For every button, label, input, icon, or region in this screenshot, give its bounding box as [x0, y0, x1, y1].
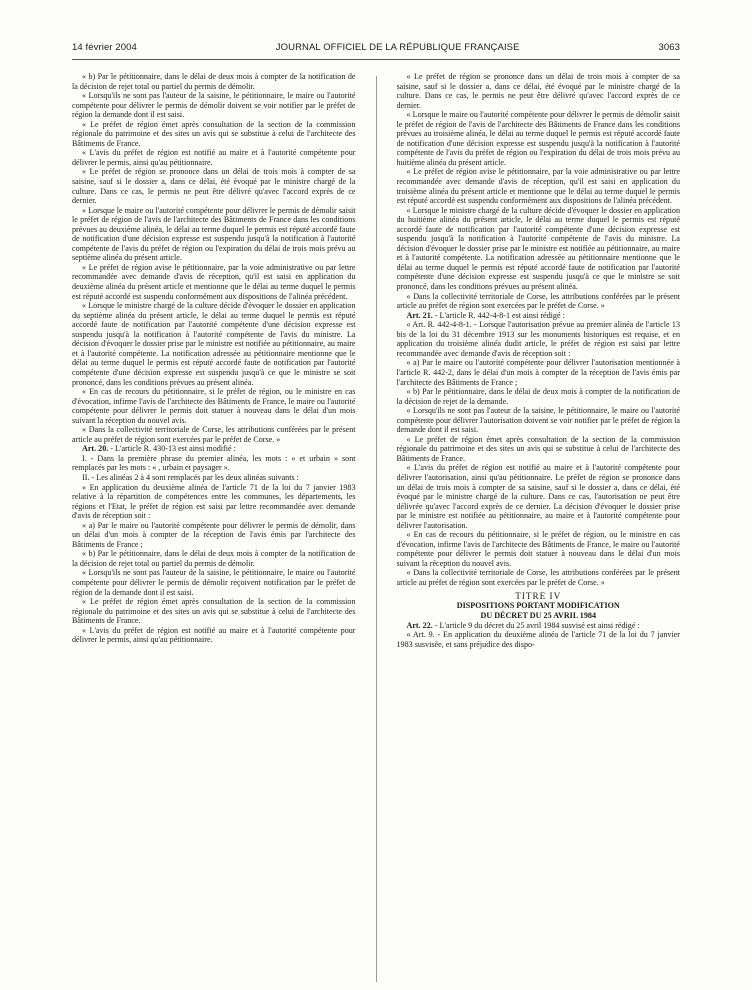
article-label: Art. 22. — [406, 620, 433, 630]
paragraph: « Dans la collectivité territoriale de Corse, les attributions conférées par le présent article au préfet de région sont exercées par le préfet de Corse. » — [72, 425, 356, 444]
titre-heading: TITRE IV — [515, 590, 562, 601]
paragraph: « L'avis du préfet de région est notifié au maire et à l'autorité compétente pour délivrer le permis, ainsi qu'au pétitionnaire. — [72, 148, 356, 167]
paragraph: « Le préfet de région émet après consultation de la section de la commission régionale du patrimoine et des sites un avis qui se substitue à celui de l'architecte des Bâtiments de France. — [396, 434, 680, 463]
titre-subheading-line-1: DISPOSITIONS PORTANT MODIFICATION — [456, 601, 620, 611]
paragraph: « L'avis du préfet de région est notifié au maire et à l'autorité compétente pour délivrer le permis, ainsi qu'au pétitionnaire. — [72, 625, 356, 645]
column-divider — [376, 76, 377, 982]
paragraph: « Lorsque le maire ou l'autorité compétente pour délivrer le permis de démolir saisit le préfet de région de l'avis de l'architecte des Bâtiments de France dans les conditions prévues au deuxième alinéa, le délai au terme duquel le permis est réputé accordé faute de notification d'une décision expresse est suspendu jusqu'à la notification à l'autorité compétente de l'avis du préfet de région ou l'expiration du délai de trois mois prévu au septième alinéa du présent article. — [72, 205, 356, 263]
paragraph: « Le préfet de région avise le pétitionnaire, par la voie administrative ou par lettre recommandée avec demande d'avis de réception, qu'il est saisi en application du troisième alinéa du présent article et mentionne que le délai au terme duquel le permis est réputé accordé est suspendu conformément aux dispositions de l'alinéa précédent. — [396, 167, 680, 206]
titre-subheading-line-2: DU DÉCRET DU 25 AVRIL 1984 — [480, 610, 596, 620]
paragraph: « Le préfet de région avise le pétitionnaire, par la voie administrative ou par lettre recommandée avec demande d'avis de réception, qu'il est saisi en application du deuxième alinéa du présent article et mentionne que le délai au terme duquel le permis est réputé accordé est suspendu conformément aux dispositions de l'alinéa précédent. — [72, 262, 356, 301]
article-label: Art. 20. — [82, 444, 109, 454]
article-intro: - L'article R. 442-4-8-1 est ainsi rédigé : — [432, 310, 565, 320]
article-intro: - L'article 9 du décret du 25 avril 1984 susvisé est ainsi rédigé : — [432, 620, 640, 630]
article-intro: - L'article R. 430-13 est ainsi modifié : — [108, 444, 236, 454]
paragraph: « Art. 9. - En application du deuxième alinéa de l'article 71 de la loi du 7 janvier 1983 susvisée, et sans préjudice des dispo- — [396, 630, 680, 649]
paragraph: « Le préfet de région se prononce dans un délai de trois mois à compter de sa saisine, sauf si le dossier a, dans ce délai, été évoqué par le ministre chargé de la culture. Dans ce cas, le permis ne peut être délivré qu'avec l'accord exprès de ce dernier. — [72, 167, 356, 206]
paragraph: « b) Par le pétitionnaire, dans le délai de deux mois à compter de la notification de la décision de rejet total ou partiel du permis de démolir. — [72, 72, 356, 91]
paragraph: « Lorsque le ministre chargé de la culture décide d'évoquer le dossier en application du septième alinéa du présent article, le délai au terme duquel le permis est réputé accordé faute de notification par l'autorité compétente d'une décision expresse est suspendu jusqu'à la notification à l'autorité compétente de l'avis du ministre. La décision d'évoquer le dossier prise par le ministre est notifiée au pétitionnaire, au maire et à l'autorité compétente. La notification adressée au pétitionnaire mentionne que le délai au terme duquel le permis est réputé accordé faute de notification par l'autorité compétente d'une décision expresse est suspendu jusqu'à ce que le ministre se soit prononcé, dans les conditions prévues au présent alinéa. — [72, 301, 356, 387]
article-22-heading — [397, 621, 681, 631]
paragraph: « En application du deuxième alinéa de l'article 71 de la loi du 7 janvier 1983 relative à la répartition de compétences entre les communes, les départements, les régions et l'Etat, le préfet de région est saisi par lettre recommandée avec demande d'avis de réception soit : — [72, 482, 356, 521]
article-20-heading — [72, 444, 356, 454]
left-column — [72, 72, 356, 982]
paragraph: I. - Dans la première phrase du premier alinéa, les mots : « et urbain » sont remplacés par les mots : « , urbain et paysager ». — [72, 453, 356, 473]
paragraph: « Lorsque le ministre chargé de la culture décide d'évoquer le dossier en application du huitième alinéa du présent article, le délai au terme duquel le permis est réputé accordé faute de notification par l'autorité compétente d'une décision expresse est suspendu jusqu'à la notification à l'autorité compétente de l'avis du ministre. La décision d'évoquer le dossier prise par le ministre est notifiée au pétitionnaire, au maire et à l'autorité compétente. La notification adressée au pétitionnaire mentionne que le délai au terme duquel le permis est réputé accordé faute de notification par l'autorité compétente d'une décision expresse est suspendu jusqu'à ce que le ministre se soit prononcé, dans les conditions prévues au présent alinéa. — [396, 205, 680, 292]
paragraph: « Lorsqu'ils ne sont pas l'auteur de la saisine, le pétitionnaire, le maire ou l'autorité compétente pour délivrer l'autorisation doivent se voir notifier par le préfet de région la demande dont il est saisi. — [396, 406, 680, 435]
paragraph: « Lorsque le maire ou l'autorité compétente pour délivrer le permis de démolir saisit le préfet de région de l'avis de l'architecte des Bâtiments de France dans les conditions prévues au troisième alinéa, le délai au terme duquel le permis est réputé accordé faute de notification d'une décision expresse est suspendu jusqu'à la notification à l'autorité compétente de l'avis du préfet de région ou l'expiration du délai de trois mois prévu au huitième alinéa du présent article. — [396, 110, 680, 167]
paragraph: « Lorsqu'ils ne sont pas l'auteur de la saisine, le pétitionnaire, le maire ou l'autorité compétente pour délivrer le permis de démolir doivent se voir notifier par le préfet de région la demande dont il est saisi. — [72, 91, 356, 120]
paragraph: « a) Par le maire ou l'autorité compétente pour délivrer l'autorisation mentionnée à l'article R. 442-2, dans le délai d'un mois à compter de la réception de l'avis émis par l'architecte des Bâtiments de France ; — [396, 358, 680, 387]
paragraph: « b) Par le pétitionnaire, dans le délai de deux mois à compter de la notification de la décision de rejet total ou partiel du permis de démolir. — [72, 549, 356, 568]
header-date: 14 février 2004 — [72, 42, 137, 53]
paragraph: « Dans la collectivité territoriale de Corse, les attributions conférées par le présent article au préfet de région sont exercées par le préfet de Corse. » — [396, 291, 680, 311]
paragraph: « a) Par le maire ou l'autorité compétente pour délivrer le permis de démolir, dans un délai d'un mois à compter de la réception de l'avis émis par l'architecte des Bâtiments de France ; — [72, 520, 356, 549]
paragraph: « En cas de recours du pétitionnaire, si le préfet de région, ou le ministre en cas d'évocation, infirme l'avis de l'architecte des Bâtiments de France, le maire ou l'autorité compétente pour délivrer le permis doit statuer à nouveau dans le délai d'un mois suivant la réception du nouvel avis. — [396, 530, 680, 568]
paragraph: « L'avis du préfet de région est notifié au maire et à l'autorité compétente pour délivrer l'autorisation, ainsi qu'au pétitionnaire. Le préfet de région se prononce dans un délai de trois mois à compter de sa saisine, sauf si le dossier a, dans ce délai, été évoqué par le ministre chargé de la culture. Dans ce cas, l'autorisation ne peut être délivrée qu'avec l'accord exprès de ce dernier. La décision d'évoquer le dossier prise par le ministre est notifiée au pétitionnaire, au maire et à l'autorité compétente pour délivrer l'autorisation. — [396, 463, 680, 530]
page-header — [72, 42, 680, 60]
right-column — [397, 72, 681, 982]
header-page-number: 3063 — [658, 42, 680, 53]
text-columns — [72, 72, 680, 982]
paragraph: « En cas de recours du pétitionnaire, si le préfet de région, ou le ministre en cas d'évocation, infirme l'avis de l'architecte des Bâtiments de France, le maire ou l'autorité compétente pour délivrer le permis doit statuer à nouveau dans le délai d'un mois suivant la réception du nouvel avis. — [72, 387, 356, 425]
paragraph: « Lorsqu'ils ne sont pas l'auteur de la saisine, le pétitionnaire, le maire ou l'autorité compétente pour délivrer le permis de démolir reçoivent notification par le préfet de région de la demande dont il est saisi. — [72, 568, 356, 597]
paragraph: II. - Les alinéas 2 à 4 sont remplacés par les deux alinéas suivants : — [82, 472, 299, 482]
paragraph: « Dans la collectivité territoriale de Corse, les attributions conférées par le présent article au préfet de région sont exercées par le préfet de Corse. » — [396, 568, 680, 587]
paragraph: « Le préfet de région émet après consultation de la section de la commission régionale du patrimoine et des sites un avis qui se substitue à celui de l'architecte des Bâtiments de France. — [72, 597, 356, 626]
paragraph: « Le préfet de région se prononce dans un délai de trois mois à compter de sa saisine, sauf si le dossier a, dans ce délai, été évoqué par le ministre chargé de la culture. Dans ce cas, le permis ne peut être délivré qu'avec l'accord exprès de ce dernier. — [396, 72, 680, 110]
paragraph: « b) Par le pétitionnaire, dans le délai de deux mois à compter de la notification de la décision de rejet de la demande. — [396, 387, 680, 406]
header-title: JOURNAL OFFICIEL DE LA RÉPUBLIQUE FRANÇAISE — [275, 42, 520, 53]
article-label: Art. 21. — [406, 310, 433, 320]
paragraph: « Art. R. 442-4-8-1. - Lorsque l'autorisation prévue au premier alinéa de l'article 13 bis de la loi du 31 décembre 1913 sur les monuments historiques est requise, et en application du troisième alinéa dudit article, le préfet de région est saisi par lettre recommandée avec demande d'avis de réception soit : — [396, 320, 680, 358]
paragraph: « Le préfet de région émet après consultation de la section de la commission régionale du patrimoine et des sites un avis qui se substitue à celui de l'architecte des Bâtiments de France. — [72, 119, 356, 148]
article-21-heading — [397, 311, 681, 321]
